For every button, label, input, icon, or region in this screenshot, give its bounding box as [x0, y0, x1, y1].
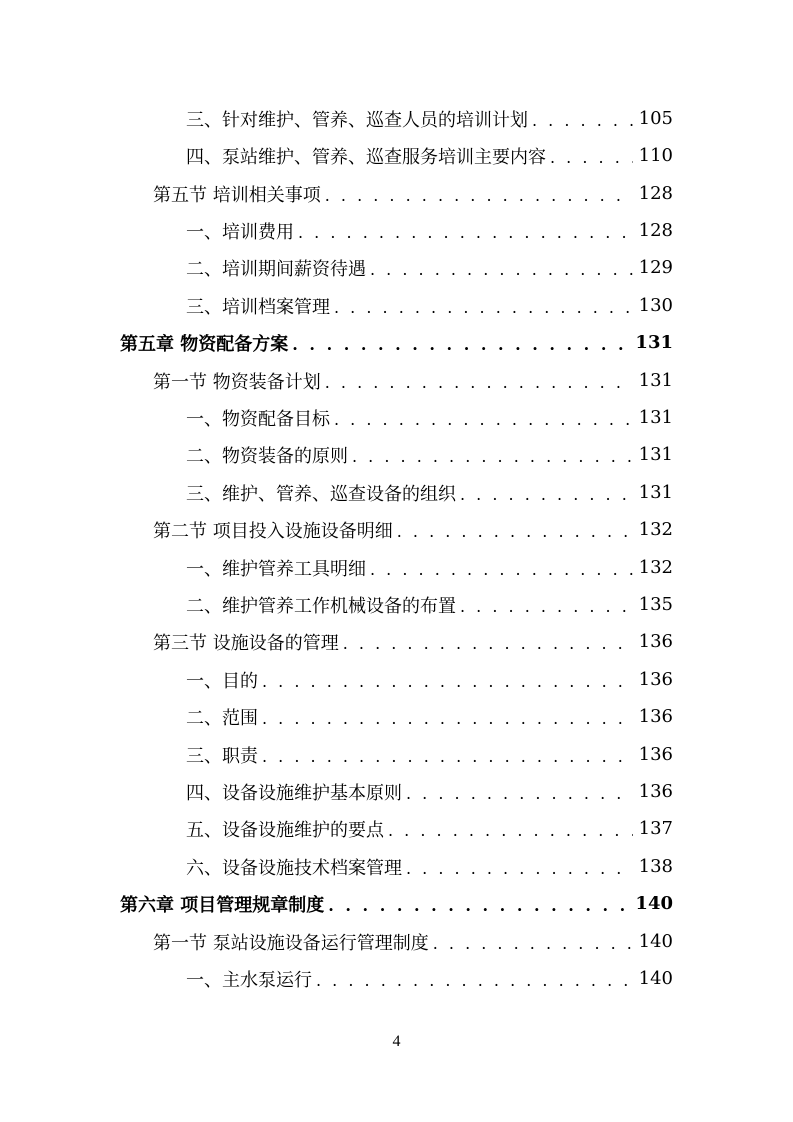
toc-entry-page: 128: [638, 220, 673, 241]
toc-leader-dots: [262, 707, 633, 727]
toc-leader-dots: [334, 296, 633, 316]
toc-entry-page: 131: [638, 407, 673, 428]
toc-leader-dots: [262, 745, 633, 765]
toc-entry-page: 131: [638, 444, 673, 465]
toc-entry-page: 130: [638, 295, 673, 316]
toc-entry-title: 二、范围: [186, 707, 258, 729]
toc-entry-page: 136: [638, 744, 673, 765]
toc-entry-title: 四、泵站维护、管养、巡查服务培训主要内容: [186, 146, 546, 168]
toc-leader-dots: [433, 932, 633, 952]
toc-entry-title: 第六章 项目管理规章制度: [120, 894, 325, 916]
page-number: 4: [392, 1033, 401, 1050]
toc-entry-title: 三、维护、管养、巡查设备的组织: [186, 483, 456, 505]
toc-leader-dots: [343, 632, 633, 652]
toc-entry-page: 138: [638, 856, 673, 877]
toc-entry[interactable]: [153, 175, 673, 212]
toc-entry-title: 三、培训档案管理: [186, 296, 330, 318]
toc-entry[interactable]: [186, 698, 673, 735]
toc-entry-title: 一、目的: [186, 670, 258, 692]
toc-entry-page: 128: [638, 183, 673, 204]
toc-entry-title: 四、设备设施维护基本原则: [186, 782, 402, 804]
toc-entry-title: 第三节 设施设备的管理: [153, 632, 339, 654]
toc-entry[interactable]: [153, 511, 673, 548]
toc-entry[interactable]: [186, 810, 673, 847]
toc-entry-page: 140: [638, 931, 673, 952]
toc-entry-title: 第二节 项目投入设施设备明细: [153, 520, 393, 542]
toc-entry[interactable]: [186, 212, 673, 249]
toc-entry-title: 三、针对维护、管养、巡查人员的培训计划: [186, 109, 528, 131]
toc-entry-page: 131: [635, 332, 673, 353]
toc-entry[interactable]: [153, 923, 673, 960]
toc-entry-page: 131: [638, 370, 673, 391]
toc-entry-title: 二、维护管养工作机械设备的布置: [186, 595, 456, 617]
toc-entry[interactable]: [120, 324, 673, 361]
toc-entry-page: 132: [638, 557, 673, 578]
toc-entry[interactable]: [186, 287, 673, 324]
toc-entry-page: 136: [638, 781, 673, 802]
toc-entry[interactable]: [186, 474, 673, 511]
toc-entry[interactable]: [186, 586, 673, 623]
toc-entry[interactable]: [186, 661, 673, 698]
toc-entry[interactable]: [153, 623, 673, 660]
toc-entry-page: 131: [638, 482, 673, 503]
toc-entry-page: 135: [638, 594, 673, 615]
toc-leader-dots: [406, 857, 633, 877]
toc-entry[interactable]: [186, 848, 673, 885]
toc-entry-title: 一、物资配备目标: [186, 408, 330, 430]
toc-entry-page: 137: [638, 818, 673, 839]
toc-entry-page: 110: [638, 145, 673, 166]
toc-leader-dots: [352, 445, 633, 465]
toc-entry-page: 136: [638, 631, 673, 652]
toc-entry[interactable]: [186, 249, 673, 286]
toc-leader-dots: [370, 258, 633, 278]
toc-entry[interactable]: [186, 736, 673, 773]
toc-entry-page: 105: [638, 108, 673, 129]
toc-entry[interactable]: [186, 100, 673, 137]
toc-entry-page: 129: [638, 257, 673, 278]
toc-entry-page: 140: [638, 968, 673, 989]
toc-entry[interactable]: [186, 399, 673, 436]
toc-leader-dots: [460, 595, 633, 615]
toc-leader-dots: [406, 782, 633, 802]
toc-leader-dots: [388, 819, 633, 839]
toc-leader-dots: [328, 894, 629, 914]
toc-entry[interactable]: [120, 885, 673, 922]
toc-entry-page: 140: [635, 893, 673, 914]
toc-leader-dots: [316, 969, 633, 989]
toc-entry-title: 第一节 物资装备计划: [153, 371, 321, 393]
toc-leader-dots: [325, 184, 633, 204]
toc-leader-dots: [262, 670, 633, 690]
toc-entry-page: 132: [638, 519, 673, 540]
toc-entry[interactable]: [186, 773, 673, 810]
toc-entry-title: 二、培训期间薪资待遇: [186, 258, 366, 280]
toc-entry-title: 第一节 泵站设施设备运行管理制度: [153, 932, 429, 954]
toc-leader-dots: [334, 408, 633, 428]
toc-entry-title: 第五节 培训相关事项: [153, 184, 321, 206]
toc-entry-page: 136: [638, 706, 673, 727]
toc-entry-title: 二、物资装备的原则: [186, 445, 348, 467]
toc-entry[interactable]: [186, 960, 673, 997]
toc-entry-title: 三、职责: [186, 745, 258, 767]
toc-entry[interactable]: [186, 549, 673, 586]
toc-leader-dots: [550, 146, 633, 166]
toc-entry-title: 六、设备设施技术档案管理: [186, 857, 402, 879]
toc-entry-title: 一、主水泵运行: [186, 969, 312, 991]
toc-entry-title: 五、设备设施维护的要点: [186, 819, 384, 841]
toc-entry-title: 一、培训费用: [186, 221, 294, 243]
toc-entry[interactable]: [186, 436, 673, 473]
toc-entry[interactable]: [153, 362, 673, 399]
toc-leader-dots: [292, 333, 629, 353]
toc-leader-dots: [325, 371, 633, 391]
toc-leader-dots: [298, 221, 633, 241]
toc-leader-dots: [460, 483, 633, 503]
toc-leader-dots: [370, 558, 633, 578]
toc-entry-title: 一、维护管养工具明细: [186, 558, 366, 580]
toc-entry[interactable]: [186, 137, 673, 174]
toc-entry-title: 第五章 物资配备方案: [120, 333, 289, 355]
toc-entry-page: 136: [638, 669, 673, 690]
toc-leader-dots: [532, 109, 633, 129]
toc-leader-dots: [397, 520, 633, 540]
